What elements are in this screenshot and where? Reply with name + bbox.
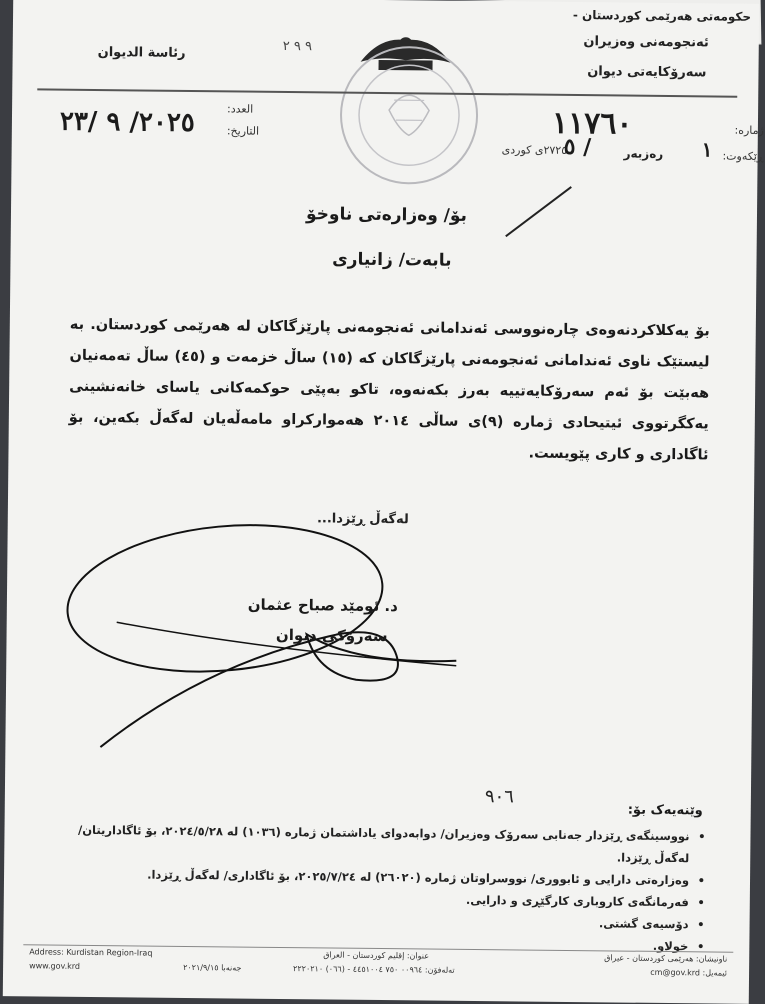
cc-item: • فەرمانگەی کاروباری کارگێڕی و دارایی. xyxy=(45,885,705,914)
cc-item: • وەزارەتی دارایی و ئابووری/ نووسراوتان ژمارە (٢٦٠٢٠) لە ٢٠٢٥/٧/٢٤، بۆ ئاگاداری/ لەگەڵ ڕێزدا. xyxy=(45,863,705,892)
footer-address-en: Address: Kurdistan Region-Iraq xyxy=(29,947,153,958)
number-handwritten-right: ١١٧٦٠ xyxy=(551,105,633,142)
footer-address-ar: عنوان: إقليم كوردستان - العراق xyxy=(323,950,430,961)
cc-item: • نووسینگەی ڕێزدار جەنابی سەرۆک وەزیران/ دوابەدوای یاداشتمان ژمارە (١٠٣٦) لە ٢٠٢٤/٥/٢٨، بۆ ئاگاداریتان/ لەگەڵ ڕێزدا. xyxy=(45,819,705,870)
date-year-right: ٢٧٢٥ی کوردی xyxy=(501,143,568,157)
cc-item: • دۆسیەی گشتی. xyxy=(44,907,704,936)
handwritten-slash xyxy=(501,181,582,246)
gov-header-line2: ئەنجومەنی وەزیران xyxy=(583,34,709,51)
letter-page xyxy=(3,0,764,1004)
signer-title: سەرۆکی دیوان xyxy=(275,625,388,646)
handwritten-mark: ٩٠٦ xyxy=(484,786,515,808)
date-month-right: رەزبەر xyxy=(623,146,664,161)
footer-print-date: جەنەبا ٢٠٢١/٩/١٥ xyxy=(183,962,242,973)
date-year-handwritten: ٥ / xyxy=(563,133,592,161)
signer-name: د. ئومێد صباح عثمان xyxy=(247,595,398,616)
letter-body: بۆ یەکلاکردنەوەی چارەنووسی ئەندامانی ئەنجومەنی پارێزگاکان لە هەرێمی کوردستان. بە لیستێک ناوی ئەندامانی ئەنجومەنی پارێزگاکان کە (١٥) ساڵ خزمەت و (٤٥) ساڵ تەمەنیان هەبێت بۆ ئەم سەرۆکایەتییە بەرز بکەنەوە، تاکو بەپێی حوکمەکانی یاسای خانەنشینی یەکگرتووی ئیتیحادی ژمارە (٩)ی ساڵی ٢٠١٤ هەموارکراو مامەڵەیان لەگەڵ بکەین، بۆ ئاگاداری و کاری پێویست. xyxy=(68,316,710,464)
closing-regards: لەگەڵ ڕێزدا... xyxy=(316,511,409,528)
recipient-line: بۆ/ وەزارەتی ناوخۆ xyxy=(305,204,468,226)
gov-header-line1: حکومەتی هەرێمی کوردستان - xyxy=(572,7,752,24)
handwritten-ref: ٩ ٩ ٢ xyxy=(282,38,313,55)
footer-website: www.gov.krd xyxy=(29,961,81,971)
diwan-title-arabic: رئاسة الديوان xyxy=(97,45,186,61)
cc-item: • خولاو. xyxy=(44,928,704,957)
official-stamp-seal xyxy=(333,39,485,191)
number-label-arabic: العدد: xyxy=(227,102,254,116)
date-handwritten-left: ٢٠٢٥/ ٩ /٢٣ xyxy=(59,106,195,139)
date-label-kurdish: ڕێکەوت: xyxy=(722,149,764,163)
date-label-arabic: التاريخ: xyxy=(226,124,260,138)
cc-title: وێنەیەک بۆ: xyxy=(627,802,703,819)
footer-email: ئیمەیل: cm@gov.krd xyxy=(650,967,728,978)
date-day-handwritten: ١ xyxy=(701,137,713,162)
page-footer xyxy=(23,944,733,992)
signature-scribble xyxy=(55,512,488,770)
footer-address-ku: ناونیشان: هەرێمی کوردستان - عیراق xyxy=(604,953,728,964)
footer-phone: تەلەفۆن: ٠٠٩٦٤ ٧٥٠ ٤٤٥١٠٠٤ - (٠٦٦) ٢٢٢٠٢١٠ xyxy=(293,964,455,975)
subject-line: بابەت/ زانیاری xyxy=(332,249,452,271)
number-label-kurdish: ژمارە: xyxy=(734,123,764,137)
gov-header-line3: سەرۆکایەتی دیوان xyxy=(587,64,707,81)
